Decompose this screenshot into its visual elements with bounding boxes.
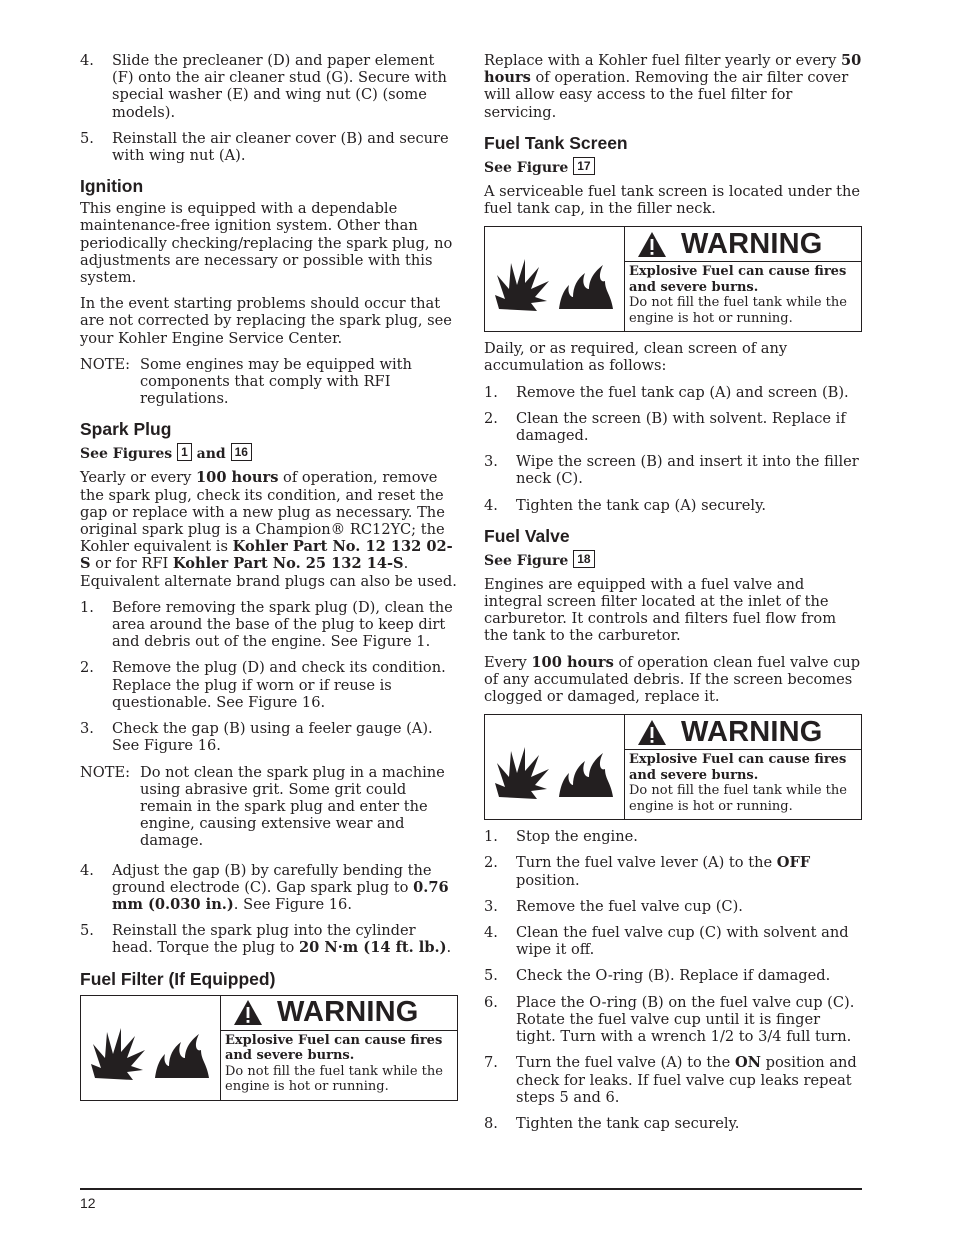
text-run: of operation. Removing the air filter cover will allow easy access to the fuel filter for servicing. [484,69,849,121]
note-label: NOTE: [80,763,131,781]
item-text: Check the O-ring (B). Replace if damaged. [516,967,831,985]
text-run: position and check for leaks. If fuel valve cup leaks repeat steps 5 and 6. [516,1054,857,1106]
text-run: Every [484,653,532,671]
paragraph: A serviceable fuel tank screen is located under the fuel tank cap, in the filler neck. [484,182,861,218]
item-number: 2. [484,854,498,872]
see-figure-reference [484,157,862,177]
text-bold: 0.76 mm (0.030 in.) [112,878,449,913]
item-text: Remove the plug (D) and check its condition. Replace the plug if worn or if reuse is questionable. See Figure 16. [112,659,446,711]
see-label: See Figure [484,552,569,569]
item-text: Before removing the spark plug (D), clean the area around the base of the plug to keep dirt and debris out of the engine. See Figure 1. [112,598,453,651]
text-bold: 20 N·m (14 ft. lb.) [298,939,447,957]
spark-plug-heading: Spark Plug [80,419,172,440]
item-number: 5. [80,922,94,940]
list-item [484,497,862,514]
item-number: 3. [484,453,498,471]
warning-text: Do not fill the fuel tank while the engine is hot or running. [629,783,847,814]
list-item [80,659,458,711]
warning-box [484,714,862,820]
item-text: Remove the fuel valve cup (C). [516,897,743,915]
list-item [484,453,862,487]
list-item [80,862,458,914]
warning-pictograms [81,996,221,1100]
warning-triangle-icon [637,719,667,746]
text-run: . [446,939,452,957]
text-run: Adjust the gap (B) by carefully bending the ground electrode (C). Gap spark plug to [112,861,432,896]
fire-icon [555,739,617,801]
fuel-tank-screen-heading: Fuel Tank Screen [484,132,628,153]
see-label: See Figures [80,446,173,463]
paragraph: In the event starting problems should occur that are not corrected by replacing the spark plug, see your Kohler Engine Service Center. [80,295,452,347]
note-text: Do not clean the spark plug in a machine using abrasive grit. Some grit could remain in the spark plug and enter the engine, causing extensive wear and damage. [140,763,445,850]
warning-title [221,996,457,1031]
list-item [484,924,862,958]
text-run: . Equivalent alternate brand plugs can also be used. [80,555,457,590]
item-text: Slide the precleaner (D) and paper element (F) onto the air cleaner stud (G). Secure with special washer (E) and wing nut (C) (some models). [112,52,447,121]
warning-body [625,750,861,816]
text-run: Replace with a Kohler fuel filter yearly or every [484,52,841,69]
paragraph: Engines are equipped with a fuel valve and integral screen filter located at the inlet of the carburetor. It controls and filters fuel flow from the tank to the carburetor. [484,575,837,645]
see-figure-reference [484,550,862,570]
item-text: Tighten the tank cap (A) securely. [516,496,767,514]
text-bold: 100 hours [531,653,614,671]
text-run: of operation clean fuel valve cup of any accumulated debris. If the screen becomes clogged or damaged, replace it. [484,653,861,706]
footer-rule [80,1188,862,1190]
item-text: Stop the engine. [516,828,638,846]
item-number: 4. [484,496,498,514]
warning-box [80,995,458,1101]
item-number: 3. [80,720,94,738]
list-item [484,994,862,1046]
right-column [484,52,862,1141]
text-run: Turn the fuel valve lever (A) to the [516,854,777,872]
text-run: Turn the fuel valve (A) to the [516,1054,735,1072]
figure-ref-badge[interactable]: 18 [573,550,594,568]
list-item [80,922,458,956]
note-label: NOTE: [80,355,131,373]
item-number: 4. [80,861,94,879]
warning-bold-text: Explosive Fuel can cause fires and severe burns. [629,264,847,295]
item-number: 5. [80,129,94,147]
warning-pictograms [485,715,625,819]
list-item [484,828,862,845]
text-bold: Kohler Part No. 25 132 14-S [172,555,404,573]
warning-word: WARNING [681,227,823,260]
note-text: Some engines may be equipped with components that comply with RFI regulations. [140,355,412,408]
note [80,356,458,408]
paragraph [484,52,862,121]
figure-ref-badge[interactable]: 17 [573,157,594,175]
fuel-valve-heading: Fuel Valve [484,525,570,546]
figure-ref-badge[interactable]: 1 [177,443,192,461]
warning-triangle-icon [637,231,667,258]
explosion-icon [491,251,553,313]
item-text: Wipe the screen (B) and insert it into the filler neck (C). [516,453,859,488]
text-bold: OFF [776,854,811,872]
list-item [80,720,458,754]
paragraph [80,469,458,589]
see-label: See Figure [484,159,569,176]
text-run: or for RFI [90,555,173,573]
fuel-filter-heading: Fuel Filter (If Equipped) [80,968,276,989]
text-bold: Kohler Part No. 12 132 02-S [80,538,453,573]
warning-body [625,262,861,328]
item-number: 2. [80,659,94,677]
item-text: Tighten the tank cap securely. [516,1114,740,1132]
text-run: Reinstall the spark plug into the cylinder head. Torque the plug to [112,922,416,957]
item-number: 1. [80,598,94,616]
explosion-icon [87,1020,149,1082]
text-bold: 50 hours [484,52,862,87]
list-item [80,52,458,121]
left-column [80,52,458,1109]
warning-word: WARNING [277,995,419,1028]
note [80,764,458,850]
list-item [484,898,862,915]
item-number: 8. [484,1114,498,1132]
item-number: 6. [484,993,498,1011]
item-text: Clean the fuel valve cup (C) with solvent and wipe it off. [516,924,849,959]
text-bold: ON [734,1054,762,1072]
item-text: Check the gap (B) using a feeler gauge (A). See Figure 16. [112,720,433,755]
item-text: Remove the fuel tank cap (A) and screen (B). [516,383,849,401]
ignition-heading: Ignition [80,176,144,197]
text-bold: 100 hours [196,469,279,487]
item-number: 4. [80,52,94,69]
paragraph: Daily, or as required, clean screen of any accumulation as follows: [484,340,788,375]
figure-ref-badge[interactable]: 16 [231,443,252,461]
text-run: Yearly or every [80,469,197,487]
item-number: 7. [484,1054,498,1072]
warning-word: WARNING [681,715,823,748]
fire-icon [151,1020,213,1082]
text-run: position. [516,871,580,889]
text-run: . See Figure 16. [233,895,352,913]
warning-body [221,1031,457,1097]
list-item [484,854,862,888]
warning-bold-text: Explosive Fuel can cause fires and severe burns. [225,1032,443,1064]
warning-bold-text: Explosive Fuel can cause fires and severe burns. [629,752,847,783]
list-item [484,1054,862,1106]
warning-text: Do not fill the fuel tank while the engine is hot or running. [629,295,847,326]
warning-pictograms [485,227,625,331]
item-number: 1. [484,383,498,401]
explosion-icon [491,739,553,801]
warning-box [484,226,862,332]
item-number: 4. [484,924,498,942]
list-item [80,599,458,651]
text-run: of operation, remove the spark plug, check its condition, and reset the gap or replace with a new plug as necessary. The original spark plug is a Champion® RC12YC; the Kohler equivalent is [80,469,445,556]
warning-triangle-icon [233,999,263,1026]
page-number: 12 [80,1195,96,1211]
list-item [80,130,458,164]
item-text: Reinstall the air cleaner cover (B) and secure with wing nut (A). [112,129,449,165]
list-item [484,967,862,984]
and-label: and [196,446,226,463]
warning-title [625,227,861,262]
item-number: 3. [484,897,498,915]
list-item [484,384,862,401]
item-number: 2. [484,409,498,427]
item-number: 5. [484,967,498,985]
list-item [484,1115,862,1132]
list-item [484,410,862,444]
paragraph: This engine is equipped with a dependable maintenance-free ignition system. Other than periodically checking/replacing the spark plug, no adjustments are necessary or possible with this system. [80,200,453,287]
paragraph [484,654,862,706]
warning-title [625,715,861,750]
warning-text: Do not fill the fuel tank while the engine is hot or running. [225,1063,443,1095]
fire-icon [555,251,617,313]
item-number: 1. [484,828,498,846]
item-text: Place the O-ring (B) on the fuel valve cup (C). Rotate the fuel valve cup until it is finger tight. Turn with a wrench 1/2 to 3/4 full turn. [516,993,855,1046]
item-text: Clean the screen (B) with solvent. Replace if damaged. [516,409,846,445]
see-figures-reference [80,443,458,463]
